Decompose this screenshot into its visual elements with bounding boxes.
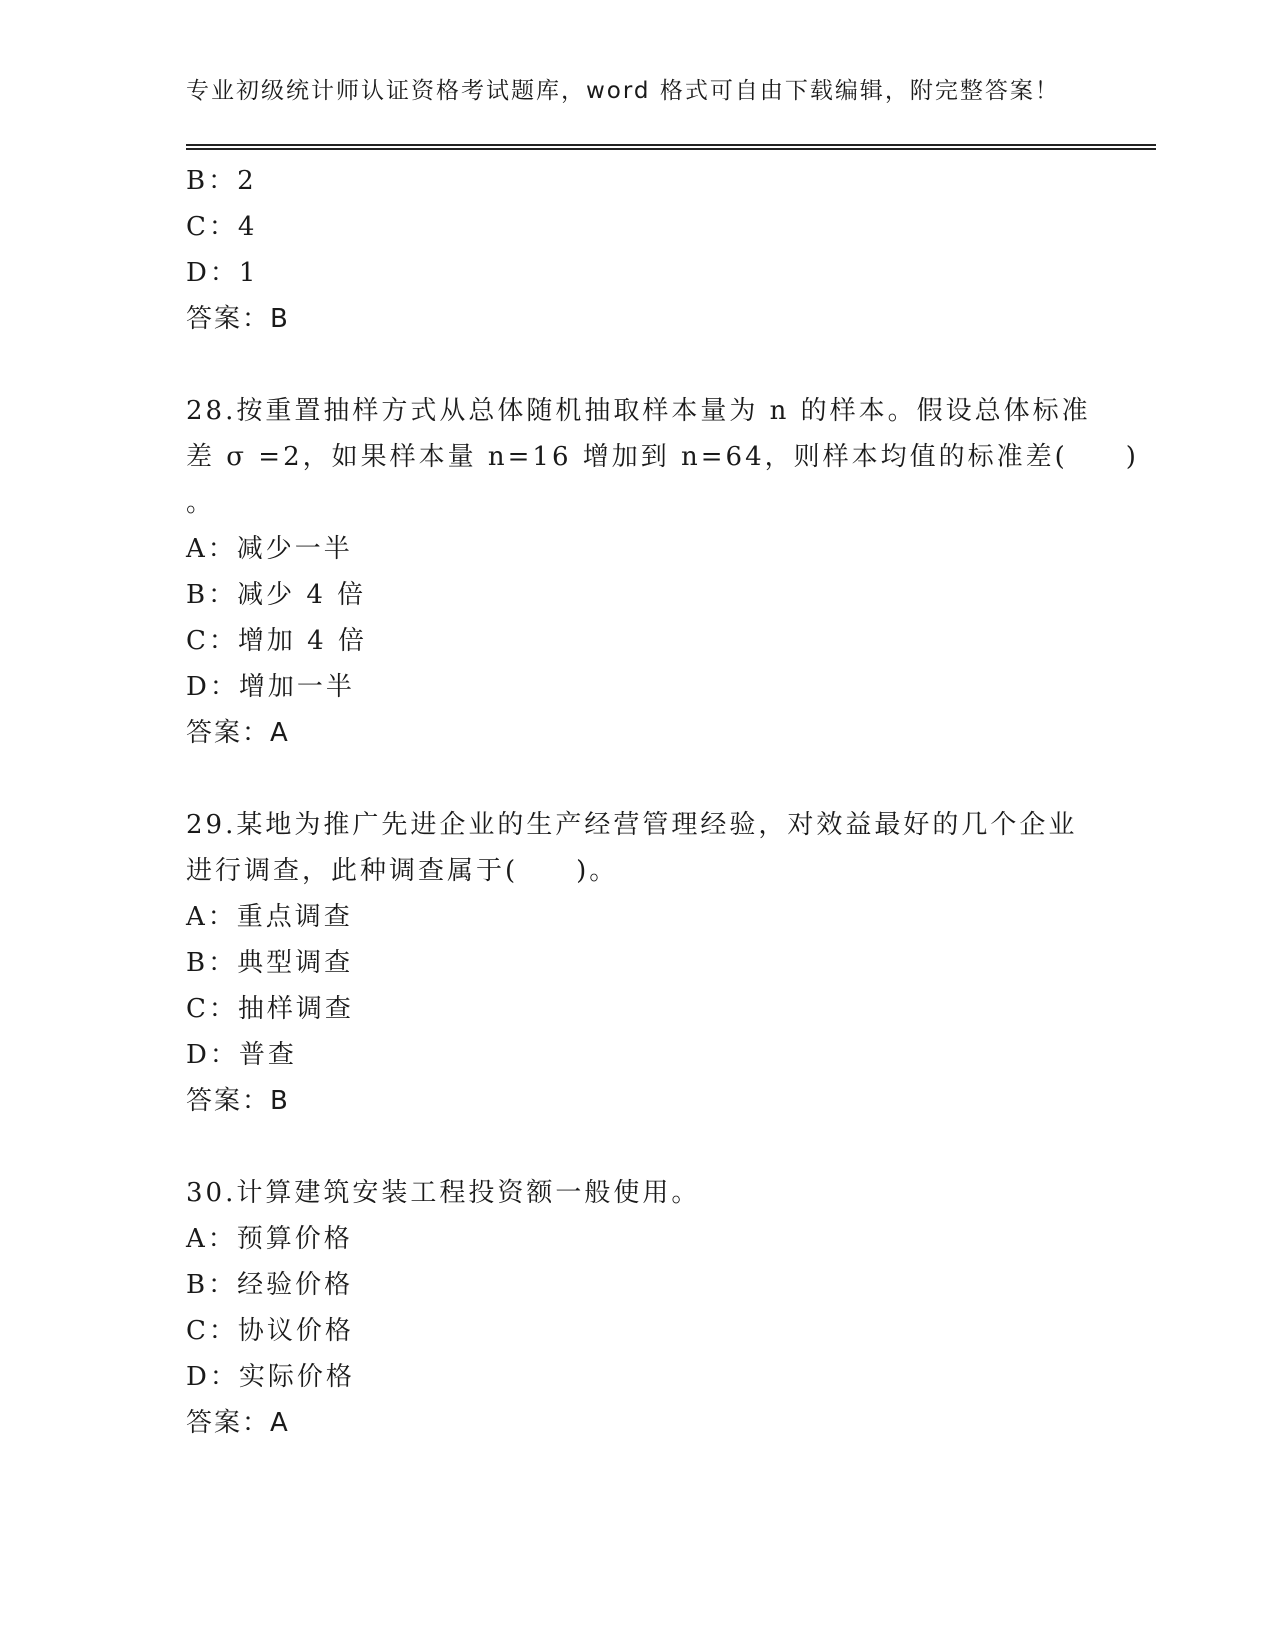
spacer	[186, 756, 1086, 802]
option-c: C：增加 4 倍	[186, 626, 367, 656]
question-text: 28.按重置抽样方式从总体随机抽取样本量为 n 的样本。假设总体标准 差 σ =2，如果样本量 n=16 增加到 n=64，则样本均值的标准差( ) 。	[186, 396, 1139, 518]
page-header: 专业初级统计师认证资格考试题库，word 格式可自由下载编辑，附完整答案！	[186, 78, 1060, 104]
answer: 答案：B	[186, 1086, 290, 1116]
option-a: A：重点调查	[186, 902, 353, 932]
option-d: D：普查	[186, 1040, 297, 1070]
option-b: B：2	[186, 166, 257, 196]
question-29	[186, 802, 1086, 1124]
spacer	[186, 1124, 1086, 1170]
spacer	[186, 342, 1086, 388]
answer: 答案：B	[186, 304, 290, 334]
option-a: A：减少一半	[186, 534, 353, 564]
option-c: C：抽样调查	[186, 994, 354, 1024]
question-text: 30.计算建筑安装工程投资额一般使用。	[186, 1178, 701, 1208]
option-d: D：增加一半	[186, 672, 355, 702]
question-28	[186, 388, 1139, 756]
header-divider	[186, 144, 1156, 150]
question-30	[186, 1170, 1086, 1446]
option-b: B：典型调查	[186, 948, 354, 978]
question-27	[186, 158, 1086, 342]
answer: 答案：A	[186, 718, 290, 748]
option-b: B：经验价格	[186, 1270, 354, 1300]
option-d: D：实际价格	[186, 1362, 355, 1392]
answer: 答案：A	[186, 1408, 290, 1438]
option-c: C：协议价格	[186, 1316, 354, 1346]
option-c: C：4	[186, 212, 258, 242]
option-a: A：预算价格	[186, 1224, 353, 1254]
option-d: D：1	[186, 258, 259, 288]
option-b: B：减少 4 倍	[186, 580, 367, 610]
question-list	[186, 158, 1139, 1446]
question-text: 29.某地为推广先进企业的生产经营管理经验，对效益最好的几个企业 进行调查，此种调查属于( )。	[186, 810, 1078, 886]
